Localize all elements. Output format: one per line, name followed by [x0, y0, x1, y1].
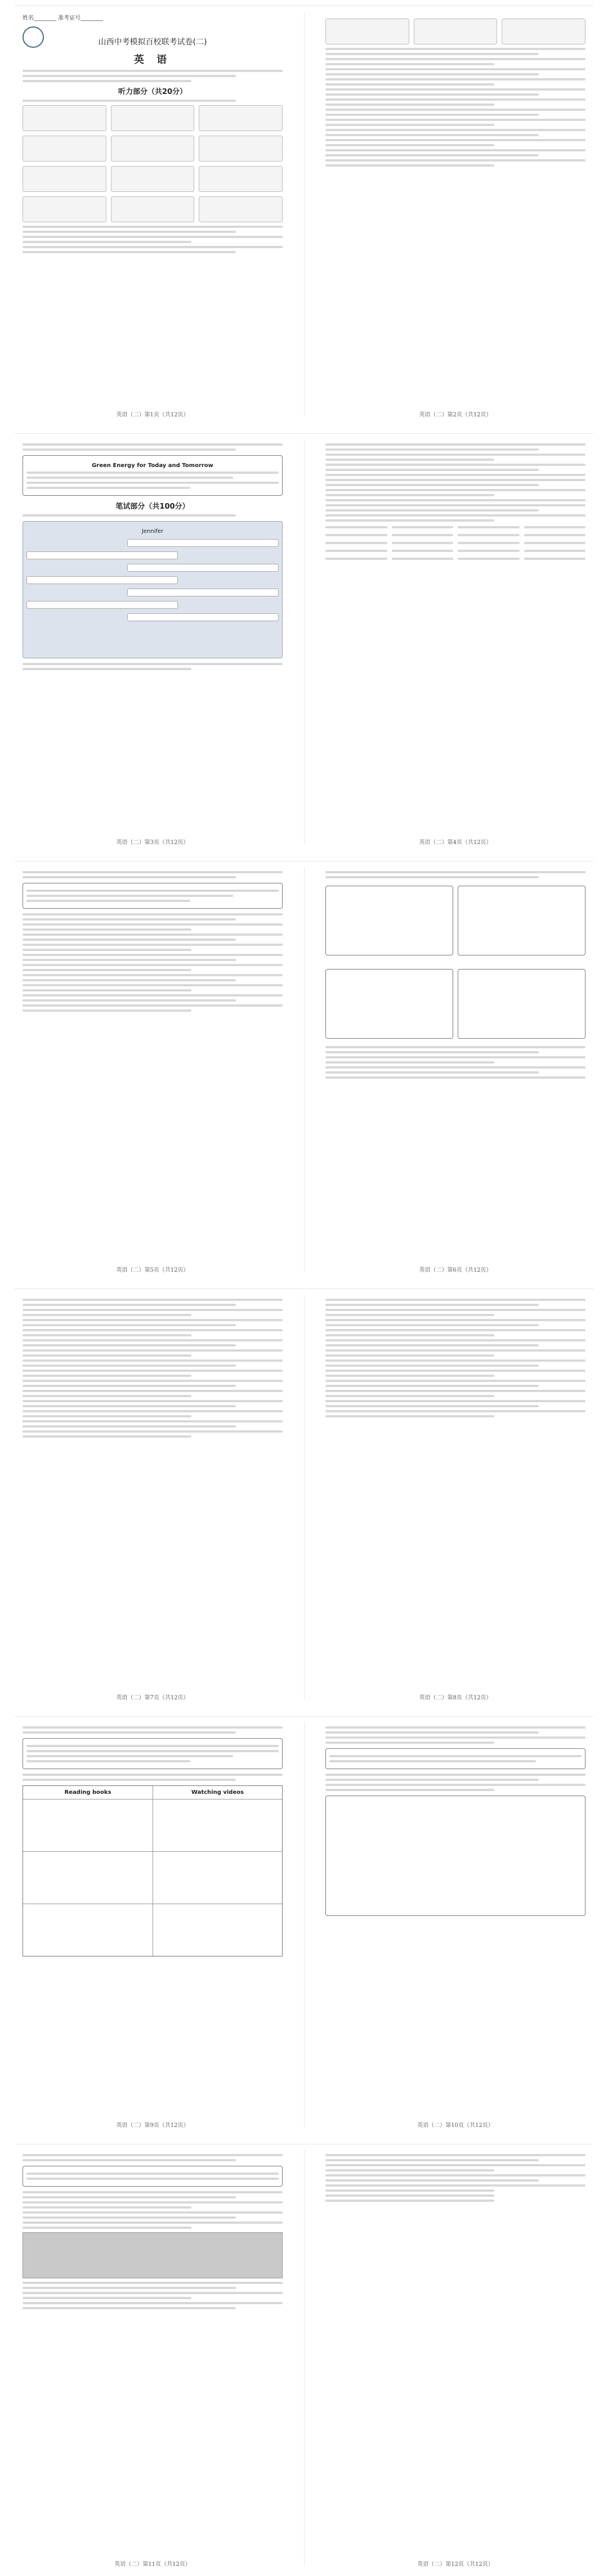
- page-footer: 英语（二）第3页（共12页）: [116, 840, 189, 846]
- sheet-6: [15, 2144, 593, 2572]
- page-footer: 英语（二）第10页（共12页）: [417, 2122, 494, 2129]
- subject-title: 英 语: [133, 54, 172, 66]
- sheet-3: [15, 861, 593, 1278]
- page-2: [318, 6, 593, 423]
- exam-title: 山西中考模拟百校联考试卷(二): [98, 38, 207, 47]
- page-8: [318, 1289, 593, 1706]
- page-footer: 英语（二）第4页（共12页）: [419, 840, 492, 846]
- page-12: [318, 2144, 593, 2572]
- page-5: [15, 861, 290, 1278]
- table-head-reading: Reading books: [64, 1789, 111, 1796]
- sheet-5: [15, 1716, 593, 2133]
- listening-picture: [23, 166, 106, 192]
- word-bank-box: [23, 2166, 283, 2187]
- sheet-1: [15, 6, 593, 423]
- page-footer: 英语（二）第11页（共12页）: [114, 2561, 191, 2568]
- chat-bubble: [127, 613, 279, 621]
- listening-picture: [111, 166, 195, 192]
- chat-bubble: [127, 564, 279, 572]
- header-info: 姓名________ 准考证号________: [23, 15, 104, 21]
- listening-picture: [23, 196, 106, 222]
- page-6: [318, 861, 593, 1278]
- listening-picture: [23, 136, 106, 161]
- page-footer: 英语（二）第6页（共12页）: [419, 1267, 492, 1273]
- sheet-2: [15, 433, 593, 850]
- listening-picture: [199, 196, 283, 222]
- listening-picture: [414, 19, 498, 44]
- place-box: [325, 886, 453, 955]
- comparison-table: [23, 1785, 283, 1956]
- listening-picture: [502, 19, 585, 44]
- table-head-videos: Watching videos: [153, 1786, 282, 1799]
- green-energy-box: [23, 455, 283, 496]
- page-9: [15, 1717, 290, 2133]
- chat-bubble: [26, 576, 178, 584]
- listening-picture: [199, 166, 283, 192]
- sheet-4: [15, 1289, 593, 1706]
- note-box: [325, 1748, 585, 1769]
- listening-picture: [111, 196, 195, 222]
- chat-app-title: Jennifer: [141, 528, 164, 535]
- page-4: [318, 434, 593, 850]
- box-title: Green Energy for Today and Tomorrow: [92, 463, 213, 469]
- page-1: [15, 6, 290, 423]
- chat-window: [23, 521, 283, 658]
- listening-picture: [325, 19, 409, 44]
- page-footer: 英语（二）第2页（共12页）: [419, 412, 492, 418]
- story-box: [325, 1796, 585, 1916]
- page-footer: 英语（二）第1页（共12页）: [116, 412, 189, 418]
- page-3: [15, 434, 290, 850]
- page-7: [15, 1289, 290, 1706]
- page-10: [318, 1717, 593, 2133]
- page-footer: 英语（二）第7页（共12页）: [116, 1695, 189, 1701]
- place-box: [458, 886, 585, 955]
- page-11: [15, 2144, 290, 2572]
- school-logo-icon: [23, 26, 44, 48]
- listening-picture: [23, 105, 106, 131]
- chat-bubble: [26, 601, 178, 609]
- page-footer: 英语（二）第12页（共12页）: [417, 2561, 494, 2568]
- page-footer: 英语（二）第8页（共12页）: [419, 1695, 492, 1701]
- page-footer: 英语（二）第9页（共12页）: [116, 2122, 189, 2129]
- section-writing: 笔试部分（共100分）: [115, 502, 190, 511]
- listening-picture: [199, 105, 283, 131]
- listening-picture: [199, 136, 283, 161]
- place-box: [458, 969, 585, 1039]
- listening-picture: [111, 105, 195, 131]
- option-box: [23, 883, 283, 909]
- option-box: [23, 1738, 283, 1769]
- passage-photo: [23, 2232, 283, 2278]
- chat-bubble: [127, 539, 279, 547]
- chat-bubble: [26, 551, 178, 559]
- place-box: [325, 969, 453, 1039]
- chat-bubble: [127, 589, 279, 596]
- page-footer: 英语（二）第5页（共12页）: [116, 1267, 189, 1273]
- section-listening: 听力部分（共20分）: [118, 88, 187, 96]
- listening-picture: [111, 136, 195, 161]
